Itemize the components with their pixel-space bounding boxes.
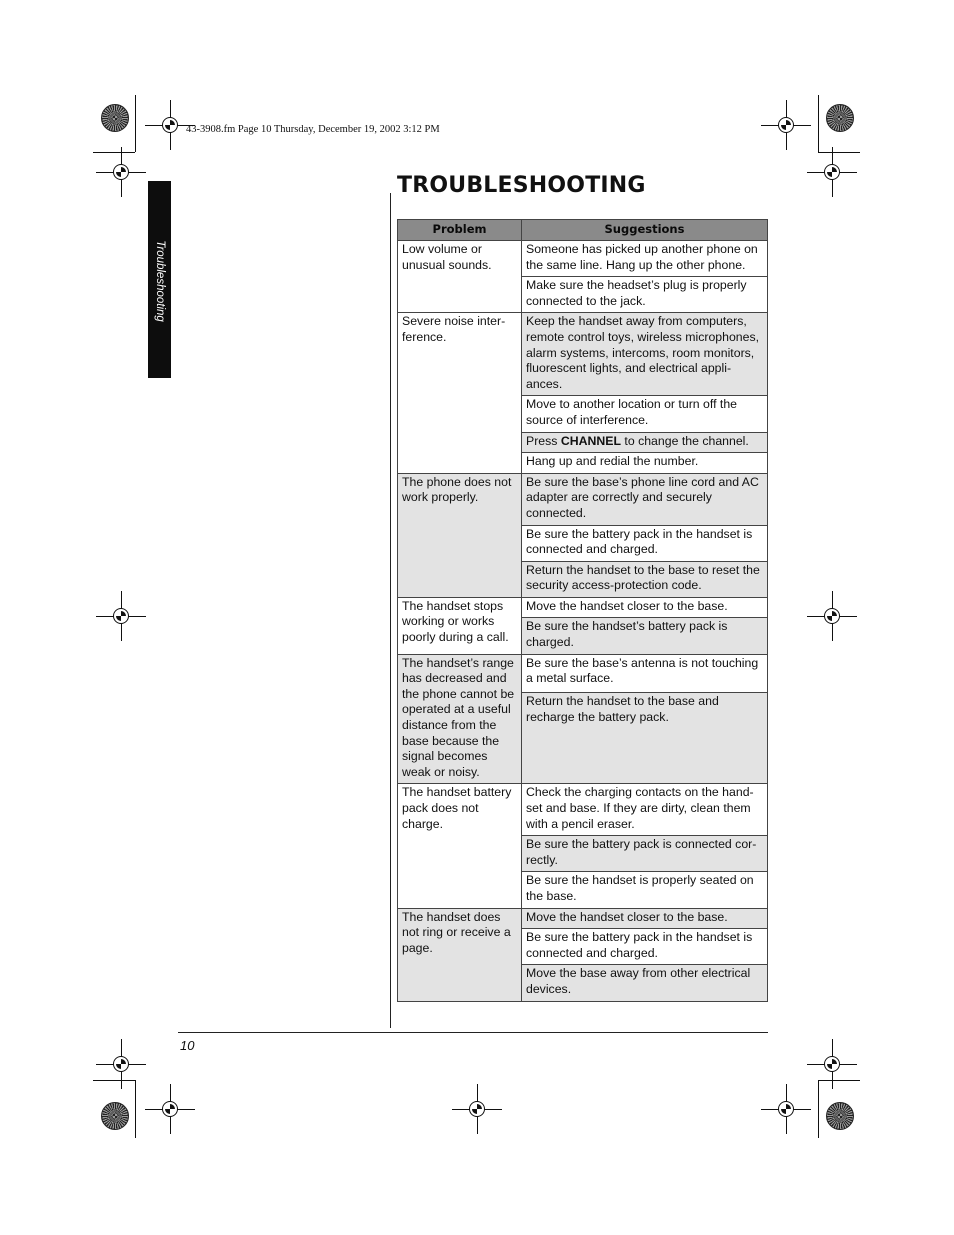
problem-cell: Severe noise inter-ference. [398, 313, 522, 473]
page-number: 10 [180, 1038, 195, 1053]
column-divider [390, 193, 391, 1028]
problem-cell: The handset’s range has decreased and the phone cannot be operated at a useful distance from the base because the signal becomes weak or noisy. [398, 654, 522, 784]
suggestion-cell: Move the handset closer to the base. [522, 597, 768, 618]
print-header-line: 43-3908.fm Page 10 Thursday, December 19, 2002 3:12 PM [186, 124, 440, 135]
crop-mark [818, 95, 819, 152]
suggestion-cell: Move the base away from other electrical devices. [522, 965, 768, 1001]
table-row [398, 908, 768, 929]
suggestion-cell: Be sure the base’s antenna is not touching a metal surface. [522, 654, 768, 693]
suggestion-cell: Hang up and redial the number. [522, 453, 768, 474]
header-problem: Problem [398, 220, 522, 241]
suggestion-text-post: to change the channel. [620, 433, 749, 448]
crop-mark [135, 95, 136, 152]
crosshair-icon [96, 147, 146, 197]
suggestion-cell: Someone has picked up another phone on the same line. Hang up the other phone. [522, 241, 768, 277]
suggestion-cell: Return the handset to the base and recharge the battery pack. [522, 693, 768, 784]
problem-cell: The handset stops working or works poorly during a call. [398, 597, 522, 654]
table-row [398, 313, 768, 396]
crop-mark [93, 152, 135, 153]
crosshair-icon [452, 1084, 502, 1134]
problem-cell: The handset battery pack does not charge. [398, 784, 522, 908]
suggestion-cell: Move to another location or turn off the source of interference. [522, 396, 768, 432]
crop-mark [818, 1080, 860, 1081]
crosshair-icon [807, 1039, 857, 1089]
crosshair-icon [807, 147, 857, 197]
crosshair-icon [96, 591, 146, 641]
crop-mark [818, 152, 860, 153]
suggestion-cell: Be sure the base’s phone line cord and AC adapter are correctly and securely connected. [522, 473, 768, 525]
registration-star-icon [826, 1102, 854, 1130]
crop-mark [135, 1080, 136, 1138]
troubleshooting-table [397, 219, 768, 1002]
table-row [398, 597, 768, 618]
table-row [398, 654, 768, 693]
suggestion-cell [522, 432, 768, 453]
registration-star-icon [101, 1102, 129, 1130]
suggestion-cell: Move the handset closer to the base. [522, 908, 768, 929]
suggestion-cell: Make sure the headset’s plug is properly connected to the jack. [522, 277, 768, 313]
table-row [398, 473, 768, 525]
suggestion-cell: Be sure the battery pack is connected cor-rectly. [522, 836, 768, 872]
table-row [398, 784, 768, 836]
problem-cell: The phone does not work properly. [398, 473, 522, 597]
registration-star-icon [101, 104, 129, 132]
suggestion-cell: Be sure the handset is properly seated on the base. [522, 872, 768, 908]
suggestion-cell: Check the charging contacts on the hand-set and base. If they are dirty, clean them with a pencil eraser. [522, 784, 768, 836]
table-row [398, 241, 768, 277]
suggestion-cell: Keep the handset away from computers, remote control toys, wireless microphones, alarm systems, intercoms, room monitors, fluorescent lights, and electrical appli-ances. [522, 313, 768, 396]
suggestion-cell: Be sure the handset’s battery pack is charged. [522, 618, 768, 654]
section-side-tab [148, 181, 171, 378]
table-header-row [398, 220, 768, 241]
crosshair-icon [761, 100, 811, 150]
crosshair-icon [761, 1084, 811, 1134]
crosshair-icon [96, 1039, 146, 1089]
side-tab-label: Troubleshooting [153, 240, 166, 322]
problem-cell: The handset does not ring or receive a page. [398, 908, 522, 1001]
suggestion-cell: Be sure the battery pack in the handset is connected and charged. [522, 525, 768, 561]
footer-rule [178, 1032, 768, 1033]
suggestion-cell: Be sure the battery pack in the handset is connected and charged. [522, 929, 768, 965]
channel-key-label: CHANNEL [560, 433, 621, 448]
header-suggestions: Suggestions [522, 220, 768, 241]
problem-cell: Low volume or unusual sounds. [398, 241, 522, 313]
crosshair-icon [145, 1084, 195, 1134]
registration-star-icon [826, 104, 854, 132]
crosshair-icon [807, 591, 857, 641]
suggestion-cell: Return the handset to the base to reset the security access-protection code. [522, 561, 768, 597]
crop-mark [93, 1080, 135, 1081]
crop-mark [818, 1080, 819, 1138]
page-title: TROUBLESHOOTING [397, 173, 646, 198]
suggestion-text-pre: Press [526, 433, 561, 448]
